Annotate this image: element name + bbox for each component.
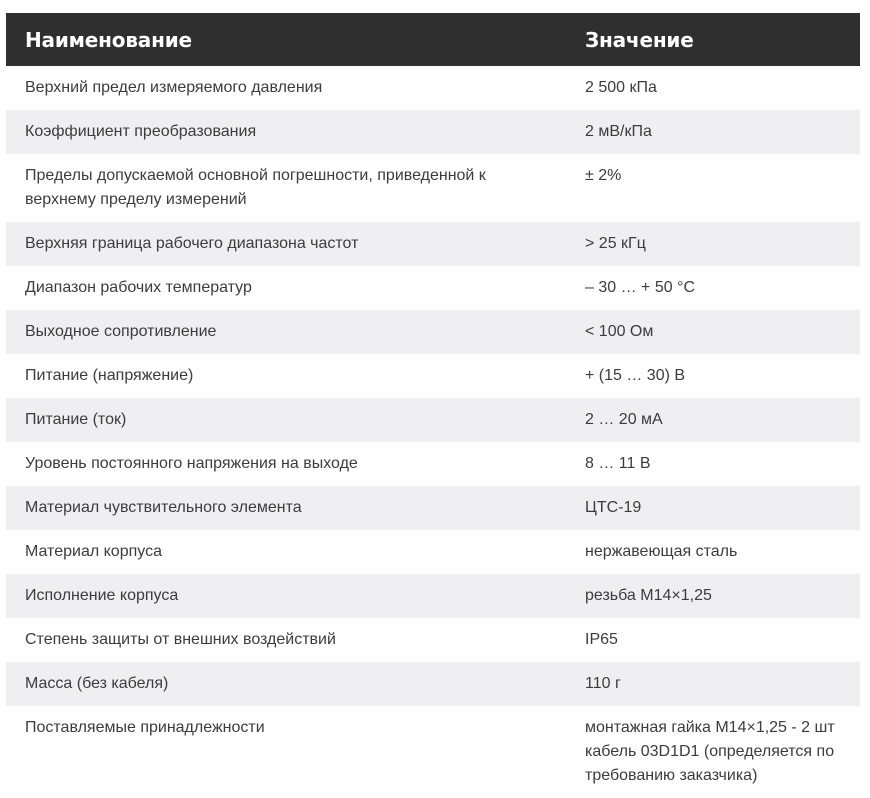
table-row: [6, 530, 860, 574]
row-value-line: < 100 Ом: [585, 323, 654, 340]
row-name: Степень защиты от внешних воздействий: [6, 618, 566, 662]
row-value: [566, 310, 860, 354]
row-value-line: ± 2%: [585, 167, 622, 184]
table-row: [6, 310, 860, 354]
header-name: Наименование: [6, 13, 566, 66]
table-row: [6, 618, 860, 662]
row-name: Исполнение корпуса: [6, 574, 566, 618]
row-value: [566, 486, 860, 530]
row-value: [566, 442, 860, 486]
row-value-line: + (15 … 30) В: [585, 367, 686, 384]
row-name: Пределы допускаемой основной погрешности, приведенной к верхнему пределу измерений: [6, 154, 566, 222]
row-name: Коэффициент преобразования: [6, 110, 566, 154]
table-header: [6, 13, 860, 66]
header-value: Значение: [566, 13, 860, 66]
table-row: [6, 66, 860, 110]
row-value-line: 8 … 11 В: [585, 455, 651, 472]
row-value: [566, 354, 860, 398]
row-value-line: кабель 03D1D1 (определяется по требованию заказчика): [585, 743, 835, 784]
row-name: Материал чувствительного элемента: [6, 486, 566, 530]
row-value-line: резьба M14×1,25: [585, 587, 712, 604]
row-value-line: > 25 кГц: [585, 235, 646, 252]
row-value: [566, 574, 860, 618]
row-value-line: 110 г: [585, 675, 621, 692]
row-value-line: 2 500 кПа: [585, 79, 657, 96]
header-row: [6, 13, 860, 66]
spec-table: [6, 13, 860, 798]
row-value-line: – 30 … + 50 °С: [585, 279, 696, 296]
row-value: [566, 662, 860, 706]
row-name: Масса (без кабеля): [6, 662, 566, 706]
row-value: [566, 66, 860, 110]
row-name: Питание (ток): [6, 398, 566, 442]
table-row: [6, 662, 860, 706]
row-name: Поставляемые принадлежности: [6, 706, 566, 798]
table-row: [6, 486, 860, 530]
row-value-line: нержавеющая сталь: [585, 543, 738, 560]
table-row: [6, 354, 860, 398]
row-name: Диапазон рабочих температур: [6, 266, 566, 310]
table-row: [6, 398, 860, 442]
row-value-line: 2 … 20 мА: [585, 411, 663, 428]
table-row: [6, 706, 860, 798]
row-name: Верхняя граница рабочего диапазона частот: [6, 222, 566, 266]
row-value: [566, 530, 860, 574]
row-name: Уровень постоянного напряжения на выходе: [6, 442, 566, 486]
row-value: [566, 398, 860, 442]
row-value: [566, 154, 860, 222]
row-name: Питание (напряжение): [6, 354, 566, 398]
row-name: Верхний предел измеряемого давления: [6, 66, 566, 110]
row-value: [566, 110, 860, 154]
row-value-line: 2 мВ/кПа: [585, 123, 652, 140]
row-value: [566, 222, 860, 266]
row-name: Выходное сопротивление: [6, 310, 566, 354]
table-row: [6, 266, 860, 310]
row-value-line: ЦТС-19: [585, 499, 642, 516]
row-name: Материал корпуса: [6, 530, 566, 574]
row-value: [566, 706, 860, 798]
row-value: [566, 266, 860, 310]
table-row: [6, 442, 860, 486]
row-value: [566, 618, 860, 662]
table-row: [6, 110, 860, 154]
table-body: [6, 66, 860, 798]
table-row: [6, 154, 860, 222]
table-row: [6, 222, 860, 266]
table-row: [6, 574, 860, 618]
row-value-line: монтажная гайка M14×1,25 - 2 шт: [585, 719, 835, 736]
row-value-line: IP65: [585, 631, 618, 648]
